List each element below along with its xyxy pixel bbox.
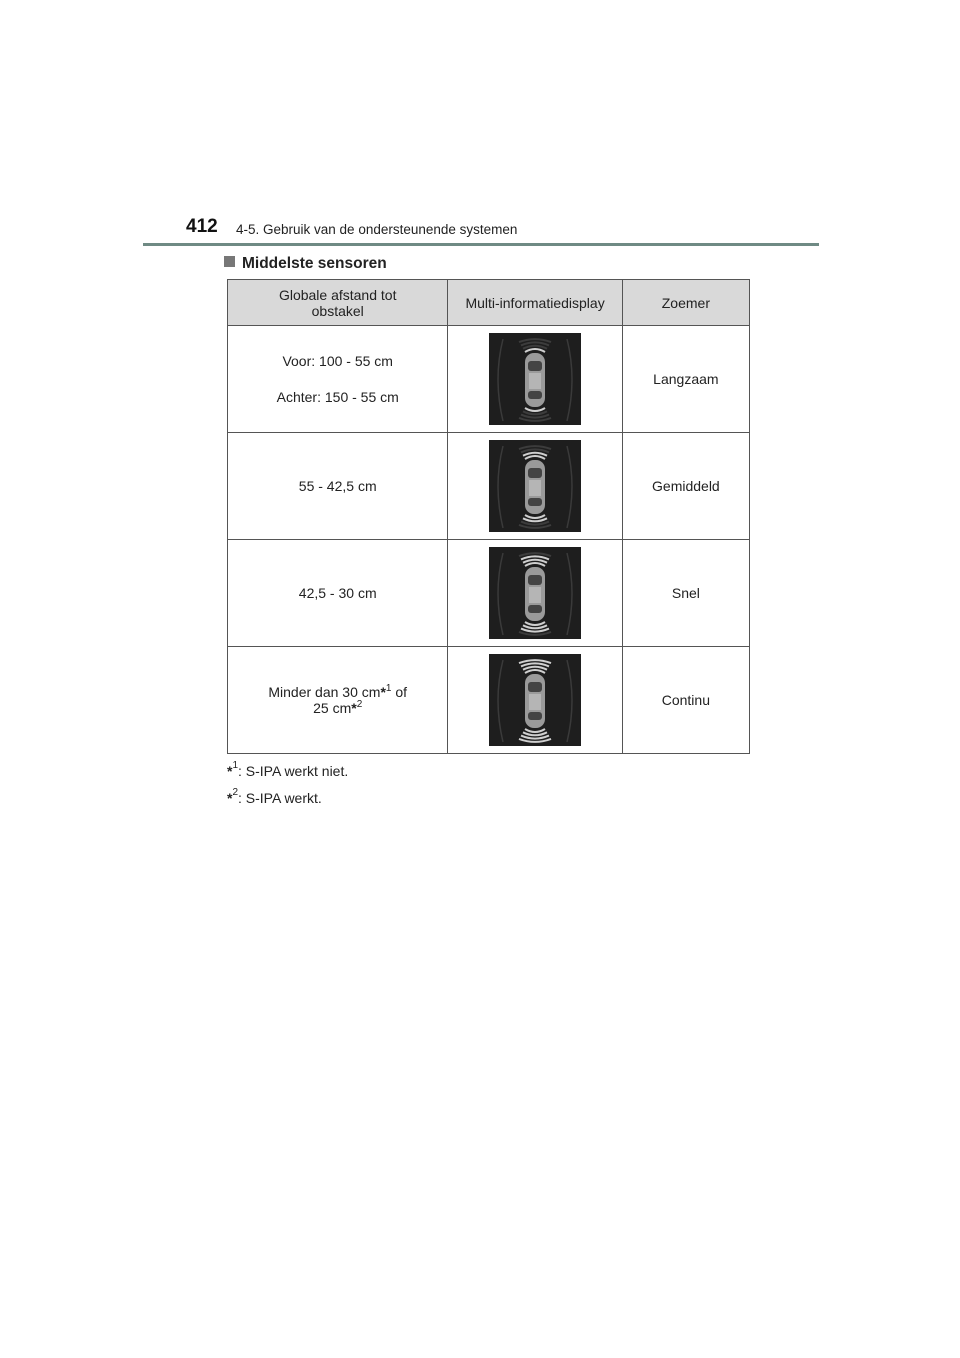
- display-cell: [448, 540, 622, 647]
- footnote-text: : S-IPA werkt niet.: [238, 763, 349, 779]
- section-heading-text: Middelste sensoren: [242, 255, 387, 272]
- distance-cell: [228, 540, 448, 647]
- distance-cell: [228, 433, 448, 540]
- footnote-text: : S-IPA werkt.: [238, 790, 322, 806]
- buzzer-cell: Gemiddeld: [622, 433, 749, 540]
- distance-range: 55 - 42,5 cm: [298, 478, 377, 494]
- buzzer-cell: Langzaam: [622, 326, 749, 433]
- table-header-row: [228, 280, 750, 326]
- display-cell: [448, 647, 622, 754]
- table-row: [228, 540, 750, 647]
- section-heading: [224, 255, 387, 273]
- table-row: [228, 647, 750, 754]
- distance-rear: Achter: 150 - 55 cm: [276, 389, 399, 405]
- chapter-title: 4-5. Gebruik van de ondersteunende systemen: [236, 222, 518, 237]
- display-cell: [448, 433, 622, 540]
- table-row: [228, 433, 750, 540]
- distance-cell: [228, 326, 448, 433]
- footnote-marker: 1: [232, 760, 239, 771]
- parking-sensor-display-image: [489, 333, 581, 425]
- distance-connector: of: [391, 684, 408, 700]
- buzzer-cell: Snel: [622, 540, 749, 647]
- distance-main: Minder dan 30 cm: [268, 684, 381, 700]
- header-buzzer: Zoemer: [622, 280, 749, 326]
- distance-cell: [228, 647, 448, 754]
- page-number: 412: [186, 216, 218, 237]
- header-divider: [143, 243, 819, 246]
- distance-front: Voor: 100 - 55 cm: [282, 353, 393, 369]
- footnote-star: *: [351, 700, 357, 716]
- footnote-marker: 2: [232, 787, 239, 798]
- footnote-star: *: [380, 684, 386, 700]
- header-distance: Globale afstand tot obstakel: [228, 280, 448, 326]
- footnote-star: *: [227, 763, 233, 779]
- footnote-star: *: [227, 790, 233, 806]
- distance-second: 25 cm: [313, 700, 352, 716]
- header-display: Multi-informatiedisplay: [448, 280, 622, 326]
- display-cell: [448, 326, 622, 433]
- parking-sensor-display-image: [489, 654, 581, 746]
- footnote-2: [227, 787, 322, 806]
- parking-sensor-display-image: [489, 547, 581, 639]
- buzzer-cell: Continu: [622, 647, 749, 754]
- footnote-1: [227, 760, 349, 779]
- sensor-distance-table: [227, 279, 750, 754]
- table-row: [228, 326, 750, 433]
- square-bullet-icon: [224, 256, 235, 267]
- parking-sensor-display-image: [489, 440, 581, 532]
- footnote-ref-2: 2: [356, 699, 363, 710]
- distance-range: 42,5 - 30 cm: [298, 585, 377, 601]
- footnote-ref-1: 1: [385, 683, 392, 694]
